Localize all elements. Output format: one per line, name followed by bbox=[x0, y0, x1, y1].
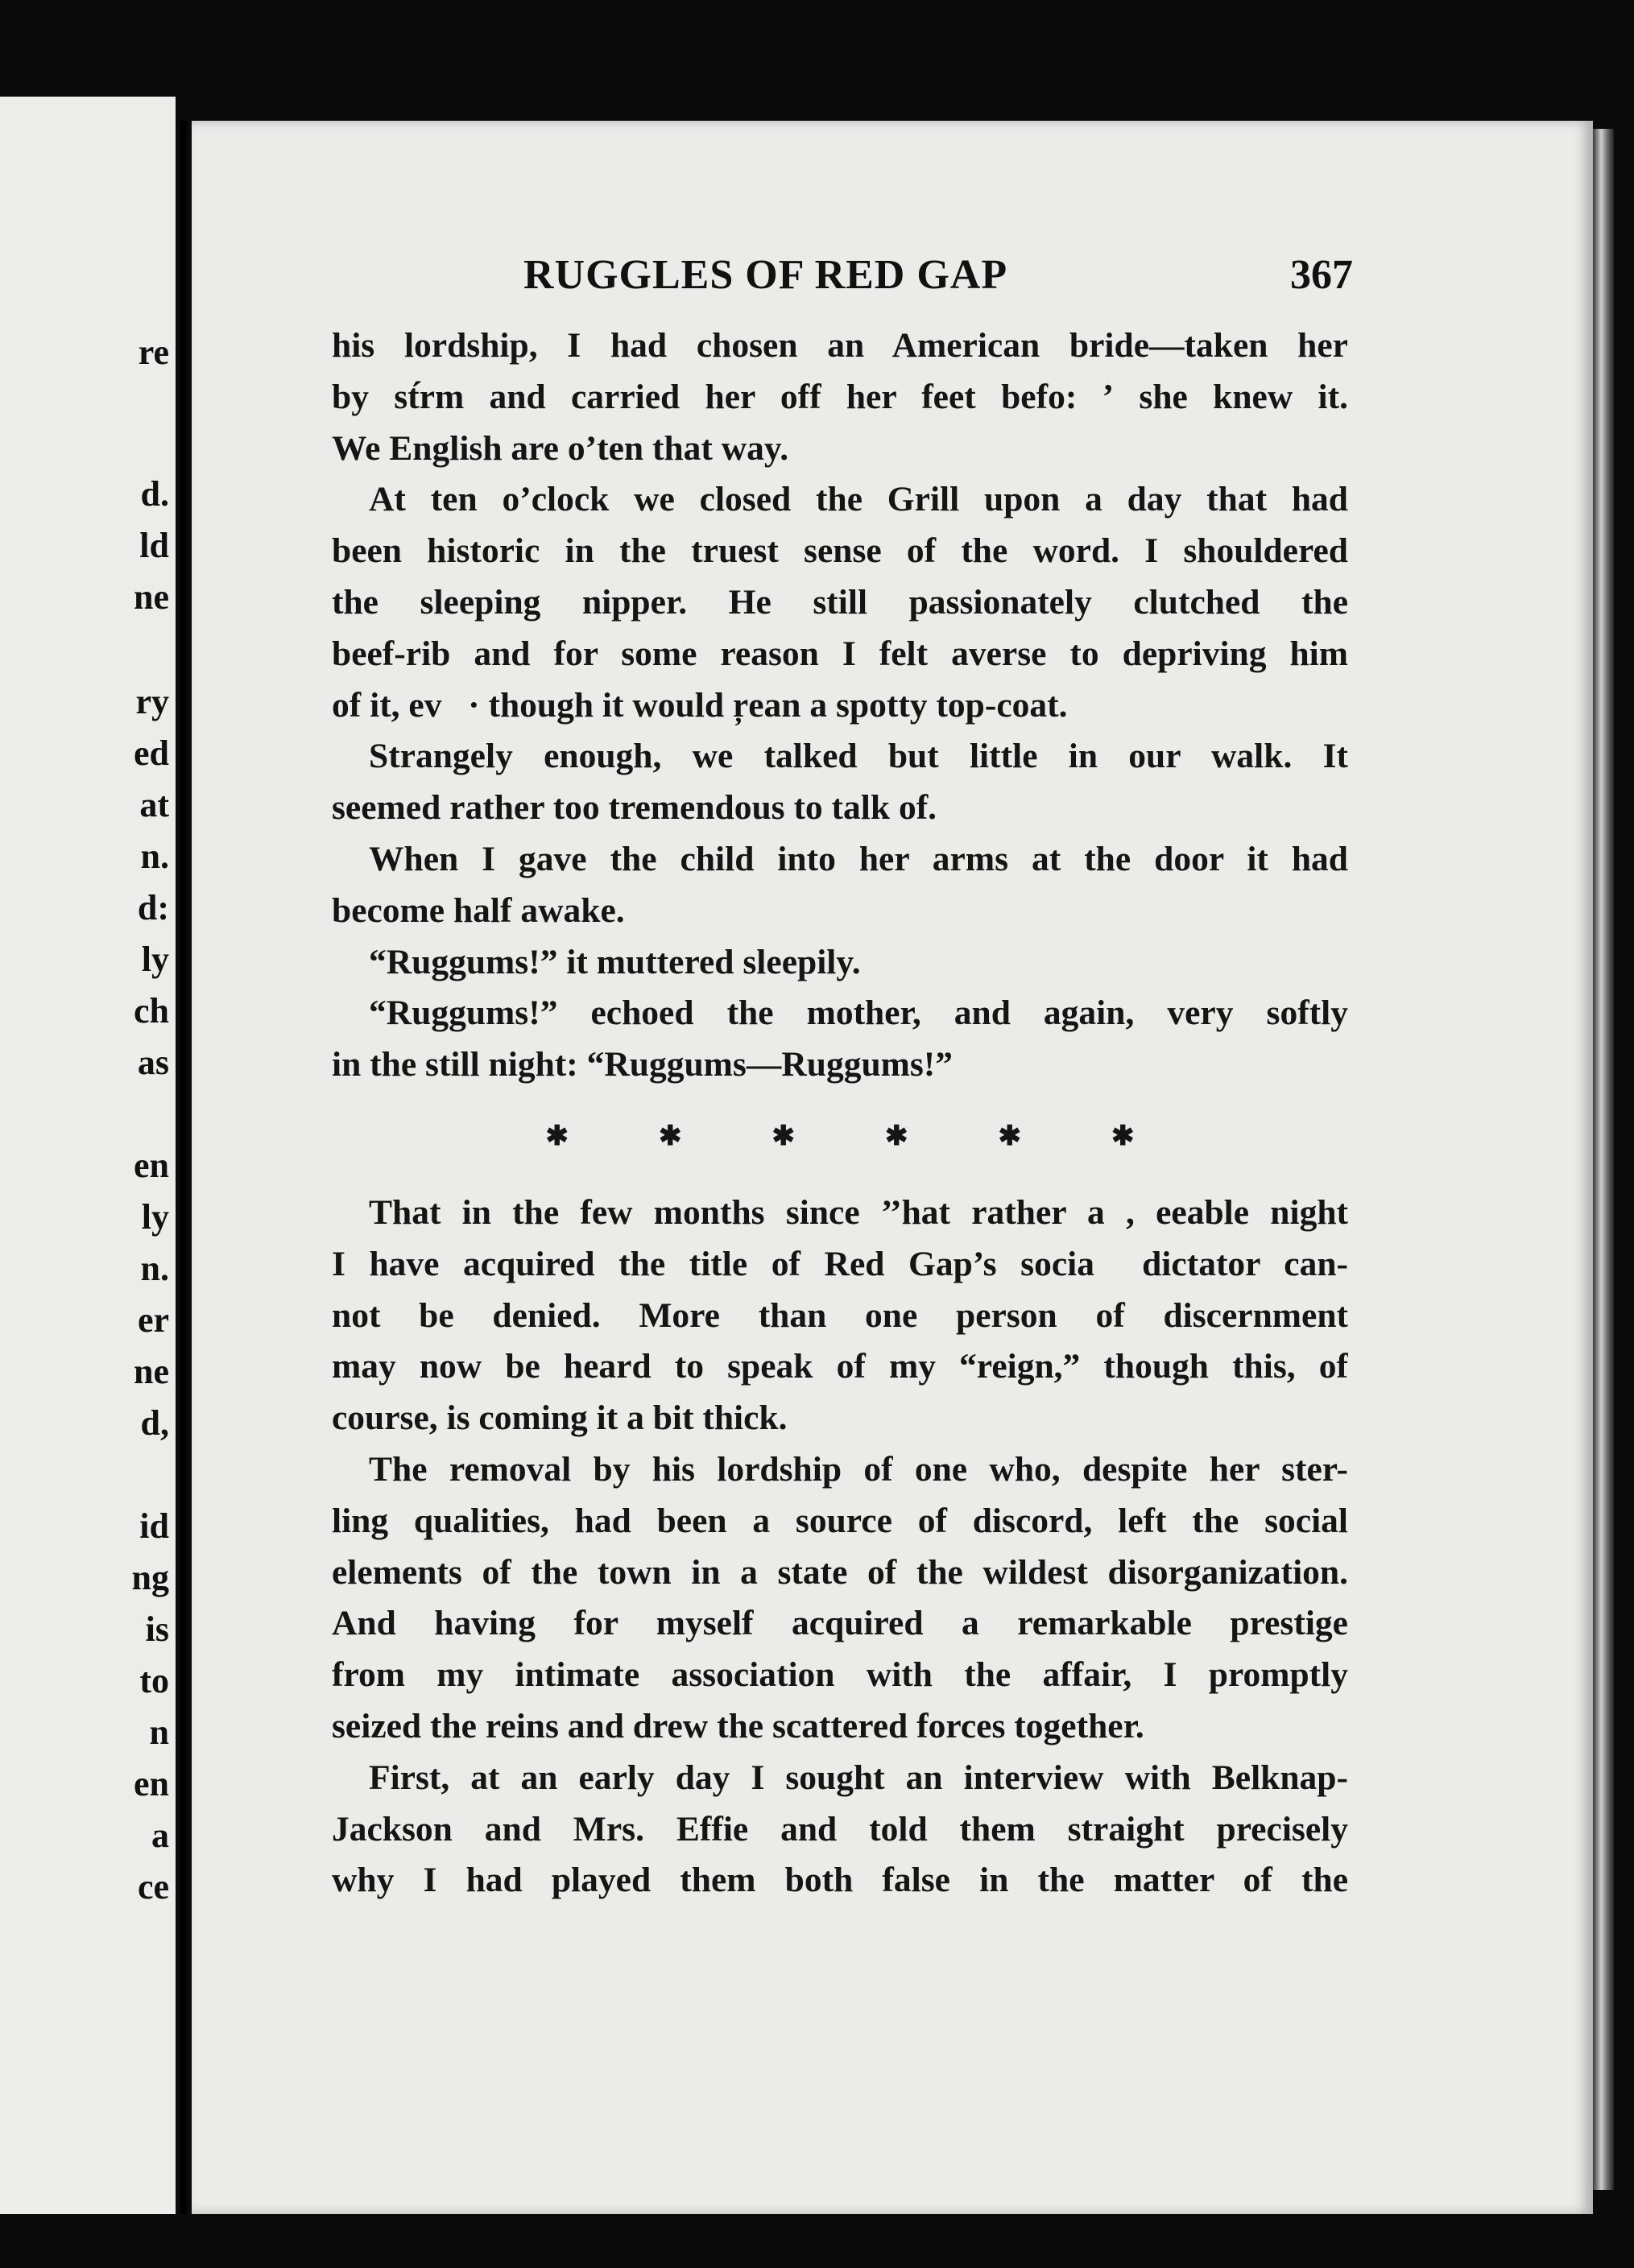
book-gutter bbox=[180, 121, 187, 2214]
text-line: from my intimate association with the affair, I promptly bbox=[332, 1655, 1348, 1695]
margin-fragment: is bbox=[145, 1609, 169, 1649]
text-line: Jackson and Mrs. Effie and told them straight precisely bbox=[332, 1809, 1348, 1849]
star-glyph: ✱ bbox=[771, 1122, 795, 1152]
section-break bbox=[332, 1086, 1348, 1188]
text-line: been historic in the truest sense of the word. I shouldered bbox=[332, 531, 1348, 571]
text-line: elements of the town in a state of the wildest disorganization. bbox=[332, 1552, 1348, 1592]
margin-fragment: ed bbox=[134, 733, 169, 773]
margin-fragment: n. bbox=[140, 837, 169, 876]
margin-fragment: to bbox=[139, 1661, 169, 1700]
star-glyph: ✱ bbox=[545, 1122, 569, 1152]
running-header bbox=[523, 251, 1353, 308]
star-glyph: ✱ bbox=[885, 1122, 908, 1152]
star-glyph: ✱ bbox=[1111, 1122, 1135, 1152]
text-line: become half awake. bbox=[332, 890, 625, 930]
text-line: At ten o’clock we closed the Grill upon a day that had bbox=[369, 480, 1348, 519]
text-line: beef-rib and for some reason I felt averse to depriving him bbox=[332, 634, 1348, 673]
text-line: Strangely enough, we talked but little in our walk. It bbox=[369, 737, 1348, 776]
margin-fragment: en bbox=[134, 1146, 169, 1185]
page-edge bbox=[1593, 129, 1614, 2190]
text-line: the sleeping nipper. He still passionately clutched the bbox=[332, 582, 1348, 622]
margin-fragment: d, bbox=[140, 1403, 169, 1443]
margin-fragment: ld bbox=[139, 526, 169, 565]
text-line: seemed rather too tremendous to talk of. bbox=[332, 788, 937, 828]
text-line: That in the few months since ’’hat rather a , eeable night bbox=[369, 1192, 1348, 1232]
body-text bbox=[332, 320, 1348, 1907]
margin-fragment: er bbox=[137, 1300, 169, 1340]
margin-fragment: ng bbox=[131, 1558, 169, 1597]
margin-fragment: id bbox=[139, 1506, 169, 1546]
margin-fragment: ne bbox=[134, 1352, 169, 1391]
margin-fragment: n bbox=[149, 1712, 169, 1752]
margin-fragment: d. bbox=[140, 474, 169, 514]
text-line: his lordship, I had chosen an American bride—taken her bbox=[332, 326, 1348, 365]
margin-fragment: ne bbox=[134, 577, 169, 617]
text-line: First, at an early day I sought an interview with Belknap- bbox=[369, 1758, 1348, 1797]
margin-fragment: at bbox=[139, 785, 169, 824]
margin-fragment: en bbox=[134, 1764, 169, 1803]
text-line: And having for myself acquired a remarkable prestige bbox=[332, 1604, 1348, 1643]
margin-fragment: ry bbox=[135, 682, 169, 721]
star-glyph: ✱ bbox=[659, 1122, 682, 1152]
text-line: I have acquired the title of Red Gap’s socia dictator can- bbox=[332, 1244, 1348, 1283]
text-line: why I had played them both false in the matter of the bbox=[332, 1861, 1348, 1900]
text-line: may now be heard to speak of my “reign,” though this, of bbox=[332, 1347, 1348, 1386]
text-line: in the still night: “Ruggums—Ruggums!” bbox=[332, 1045, 954, 1084]
text-line: We English are o’ten that way. bbox=[332, 428, 789, 468]
margin-fragment: ly bbox=[141, 1197, 169, 1237]
text-line: ling qualities, had been a source of discord, left the social bbox=[332, 1501, 1348, 1540]
text-line: “Ruggums!” it muttered sleepily. bbox=[369, 942, 861, 981]
text-line: course, is coming it a bit thick. bbox=[332, 1398, 788, 1438]
margin-fragment: as bbox=[137, 1043, 169, 1082]
margin-fragment: n. bbox=[140, 1249, 169, 1288]
margin-fragment: a bbox=[151, 1816, 169, 1855]
running-title: RUGGLES OF RED GAP bbox=[523, 252, 1008, 298]
margin-fragment: ch bbox=[134, 991, 169, 1031]
margin-fragment: ly bbox=[141, 940, 169, 979]
text-line: When I gave the child into her arms at the door it had bbox=[369, 839, 1348, 878]
page-number: 367 bbox=[1290, 252, 1353, 298]
margin-fragment: ce bbox=[137, 1867, 169, 1907]
left-page-edge bbox=[0, 97, 176, 2214]
text-line: by st́rm and carried her off her feet befo: ʼ she knew it. bbox=[332, 377, 1348, 416]
margin-fragment: re bbox=[138, 333, 169, 372]
text-line: The removal by his lordship of one who, despite her ster- bbox=[369, 1449, 1348, 1489]
text-line: not be denied. More than one person of discernment bbox=[332, 1295, 1348, 1335]
text-line: seized the reins and drew the scattered forces together. bbox=[332, 1706, 1144, 1745]
text-line: “Ruggums!” echoed the mother, and again, very softly bbox=[369, 994, 1348, 1033]
star-glyph: ✱ bbox=[998, 1122, 1021, 1152]
text-line: of it, ev · though it would ŗean a spotty top-coat. bbox=[332, 685, 1068, 725]
margin-fragment: d: bbox=[137, 888, 169, 927]
